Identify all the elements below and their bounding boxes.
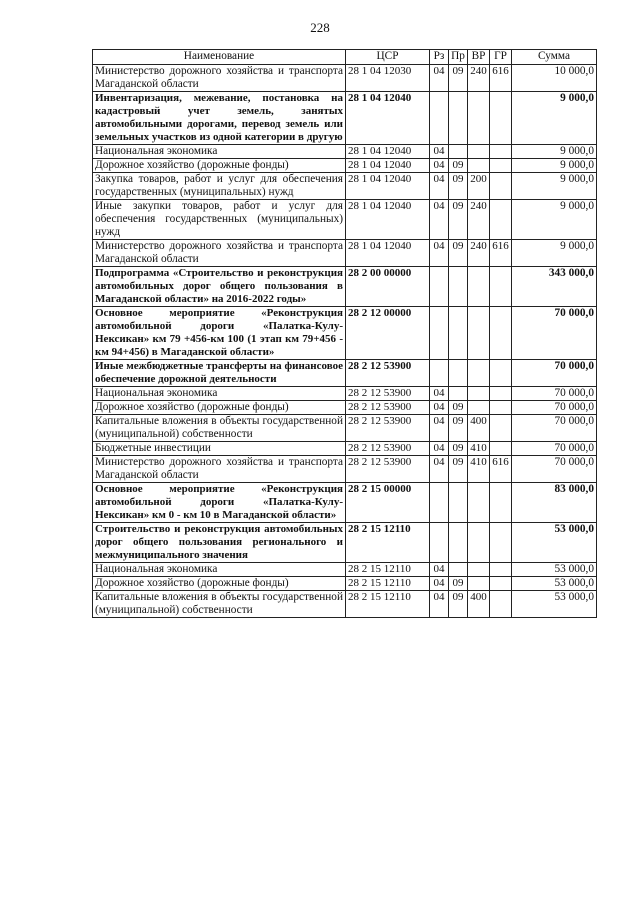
table-header-row — [93, 50, 597, 65]
row-sum: 343 000,0 — [512, 267, 597, 307]
row-name: Министерство дорожного хозяйства и транспорта Магаданской области — [93, 456, 346, 483]
row-pr: 09 — [449, 65, 468, 92]
row-pr — [449, 92, 468, 145]
table-row — [93, 145, 597, 159]
table-row — [93, 401, 597, 415]
row-vr — [468, 577, 490, 591]
row-gr — [490, 360, 512, 387]
budget-table — [92, 49, 597, 618]
row-csr: 28 1 04 12030 — [346, 65, 430, 92]
header-sum: Сумма — [512, 50, 597, 65]
header-csr: ЦСР — [346, 50, 430, 65]
row-name: Национальная экономика — [93, 387, 346, 401]
row-vr — [468, 92, 490, 145]
row-gr — [490, 442, 512, 456]
row-name: Инвентаризация, межевание, постановка на кадастровый учет земель, занятых автомобильными дорогами, перевод земель или земельных участков из одной категории в другую — [93, 92, 346, 145]
row-csr: 28 2 15 12110 — [346, 577, 430, 591]
table-row — [93, 387, 597, 401]
row-pr: 09 — [449, 173, 468, 200]
row-pr: 09 — [449, 456, 468, 483]
row-gr — [490, 267, 512, 307]
row-gr — [490, 523, 512, 563]
row-vr: 200 — [468, 173, 490, 200]
row-vr — [468, 159, 490, 173]
row-rz: 04 — [430, 442, 449, 456]
row-name: Капитальные вложения в объекты государственной (муниципальной) собственности — [93, 415, 346, 442]
row-gr — [490, 415, 512, 442]
row-name: Иные межбюджетные трансферты на финансовое обеспечение дорожной деятельности — [93, 360, 346, 387]
row-rz: 04 — [430, 577, 449, 591]
row-pr: 09 — [449, 415, 468, 442]
table-row — [93, 360, 597, 387]
row-csr: 28 2 12 00000 — [346, 307, 430, 360]
row-pr: 09 — [449, 577, 468, 591]
page-number: 228 — [310, 20, 330, 35]
table-row — [93, 563, 597, 577]
header-gr: ГР — [490, 50, 512, 65]
row-csr: 28 2 12 53900 — [346, 387, 430, 401]
row-rz — [430, 307, 449, 360]
row-sum: 70 000,0 — [512, 360, 597, 387]
table-row — [93, 483, 597, 523]
row-sum: 9 000,0 — [512, 145, 597, 159]
row-pr: 09 — [449, 591, 468, 618]
row-gr — [490, 401, 512, 415]
row-rz — [430, 267, 449, 307]
row-sum: 70 000,0 — [512, 456, 597, 483]
row-rz: 04 — [430, 159, 449, 173]
row-vr — [468, 401, 490, 415]
row-vr: 240 — [468, 240, 490, 267]
table-row — [93, 307, 597, 360]
table-row — [93, 577, 597, 591]
row-sum: 9 000,0 — [512, 240, 597, 267]
row-csr: 28 1 04 12040 — [346, 92, 430, 145]
row-csr: 28 2 15 12110 — [346, 591, 430, 618]
row-csr: 28 2 15 12110 — [346, 563, 430, 577]
row-name: Дорожное хозяйство (дорожные фонды) — [93, 577, 346, 591]
row-name: Национальная экономика — [93, 563, 346, 577]
row-name: Дорожное хозяйство (дорожные фонды) — [93, 401, 346, 415]
row-csr: 28 2 15 00000 — [346, 483, 430, 523]
header-vr: ВР — [468, 50, 490, 65]
row-gr — [490, 159, 512, 173]
row-gr — [490, 173, 512, 200]
row-vr: 400 — [468, 415, 490, 442]
table-row — [93, 173, 597, 200]
table-row — [93, 240, 597, 267]
row-sum: 53 000,0 — [512, 563, 597, 577]
row-pr: 09 — [449, 240, 468, 267]
row-rz: 04 — [430, 401, 449, 415]
table-body — [93, 65, 597, 618]
header-name: Наименование — [93, 50, 346, 65]
row-vr — [468, 307, 490, 360]
row-pr — [449, 483, 468, 523]
row-gr — [490, 92, 512, 145]
row-vr — [468, 523, 490, 563]
row-sum: 9 000,0 — [512, 200, 597, 240]
row-csr: 28 1 04 12040 — [346, 145, 430, 159]
row-gr — [490, 577, 512, 591]
row-sum: 9 000,0 — [512, 92, 597, 145]
table-row — [93, 415, 597, 442]
header-rz: Рз — [430, 50, 449, 65]
row-sum: 9 000,0 — [512, 159, 597, 173]
row-gr: 616 — [490, 240, 512, 267]
row-csr: 28 2 12 53900 — [346, 415, 430, 442]
table-row — [93, 65, 597, 92]
row-pr: 09 — [449, 401, 468, 415]
table-row — [93, 159, 597, 173]
row-name: Иные закупки товаров, работ и услуг для обеспечения государственных (муниципальных) нужд — [93, 200, 346, 240]
row-gr — [490, 563, 512, 577]
row-name: Подпрограмма «Строительство и реконструкция автомобильных дорог общего пользования в Магаданской области» на 2016-2022 годы» — [93, 267, 346, 307]
row-sum: 70 000,0 — [512, 387, 597, 401]
row-gr — [490, 145, 512, 159]
row-sum: 53 000,0 — [512, 591, 597, 618]
row-pr: 09 — [449, 159, 468, 173]
row-rz — [430, 360, 449, 387]
row-name: Строительство и реконструкция автомобильных дорог общего пользования регионального и межмуниципального значения — [93, 523, 346, 563]
row-csr: 28 1 04 12040 — [346, 173, 430, 200]
row-pr — [449, 523, 468, 563]
row-pr — [449, 563, 468, 577]
row-gr — [490, 483, 512, 523]
table-row — [93, 200, 597, 240]
row-name: Капитальные вложения в объекты государственной (муниципальной) собственности — [93, 591, 346, 618]
row-vr: 410 — [468, 456, 490, 483]
row-pr: 09 — [449, 200, 468, 240]
table-row — [93, 591, 597, 618]
row-name: Бюджетные инвестиции — [93, 442, 346, 456]
row-csr: 28 2 15 12110 — [346, 523, 430, 563]
row-pr: 09 — [449, 442, 468, 456]
row-vr — [468, 267, 490, 307]
row-vr — [468, 360, 490, 387]
row-pr — [449, 267, 468, 307]
row-rz: 04 — [430, 200, 449, 240]
row-csr: 28 2 12 53900 — [346, 401, 430, 415]
row-name: Министерство дорожного хозяйства и транспорта Магаданской области — [93, 65, 346, 92]
row-csr: 28 1 04 12040 — [346, 200, 430, 240]
row-rz: 04 — [430, 415, 449, 442]
row-pr — [449, 387, 468, 401]
row-rz — [430, 92, 449, 145]
row-vr: 400 — [468, 591, 490, 618]
row-sum: 83 000,0 — [512, 483, 597, 523]
row-rz: 04 — [430, 591, 449, 618]
row-vr: 240 — [468, 200, 490, 240]
row-pr — [449, 307, 468, 360]
row-name: Министерство дорожного хозяйства и транспорта Магаданской области — [93, 240, 346, 267]
row-name: Основное мероприятие «Реконструкция автомобильной дороги «Палатка-Кулу-Нексикан» км 0 - км 10 в Магаданской области» — [93, 483, 346, 523]
row-name: Дорожное хозяйство (дорожные фонды) — [93, 159, 346, 173]
table-row — [93, 92, 597, 145]
row-rz: 04 — [430, 240, 449, 267]
row-sum: 70 000,0 — [512, 415, 597, 442]
table-row — [93, 267, 597, 307]
row-vr: 410 — [468, 442, 490, 456]
header-pr: Пр — [449, 50, 468, 65]
row-csr: 28 2 00 00000 — [346, 267, 430, 307]
row-vr — [468, 145, 490, 159]
row-rz: 04 — [430, 563, 449, 577]
table-row — [93, 442, 597, 456]
row-gr: 616 — [490, 456, 512, 483]
row-csr: 28 1 04 12040 — [346, 240, 430, 267]
row-sum: 53 000,0 — [512, 577, 597, 591]
row-gr — [490, 591, 512, 618]
row-gr — [490, 200, 512, 240]
row-gr — [490, 307, 512, 360]
row-csr: 28 2 12 53900 — [346, 456, 430, 483]
row-gr — [490, 387, 512, 401]
row-rz — [430, 523, 449, 563]
row-sum: 9 000,0 — [512, 173, 597, 200]
row-rz: 04 — [430, 65, 449, 92]
table-row — [93, 456, 597, 483]
row-pr — [449, 360, 468, 387]
row-rz: 04 — [430, 387, 449, 401]
row-rz: 04 — [430, 173, 449, 200]
row-vr — [468, 563, 490, 577]
row-vr — [468, 387, 490, 401]
row-rz — [430, 483, 449, 523]
row-vr — [468, 483, 490, 523]
row-rz: 04 — [430, 145, 449, 159]
row-pr — [449, 145, 468, 159]
row-csr: 28 1 04 12040 — [346, 159, 430, 173]
row-name: Национальная экономика — [93, 145, 346, 159]
row-sum: 10 000,0 — [512, 65, 597, 92]
row-name: Закупка товаров, работ и услуг для обеспечения государственных (муниципальных) нужд — [93, 173, 346, 200]
row-csr: 28 2 12 53900 — [346, 442, 430, 456]
row-rz: 04 — [430, 456, 449, 483]
row-name: Основное мероприятие «Реконструкция автомобильной дороги «Палатка-Кулу-Нексикан» км 79 +456-км 100 (1 этап км 79+456 - км 94+456) в Магаданской области» — [93, 307, 346, 360]
table-row — [93, 523, 597, 563]
row-sum: 70 000,0 — [512, 307, 597, 360]
row-gr: 616 — [490, 65, 512, 92]
row-csr: 28 2 12 53900 — [346, 360, 430, 387]
row-sum: 70 000,0 — [512, 401, 597, 415]
row-sum: 70 000,0 — [512, 442, 597, 456]
row-vr: 240 — [468, 65, 490, 92]
row-sum: 53 000,0 — [512, 523, 597, 563]
